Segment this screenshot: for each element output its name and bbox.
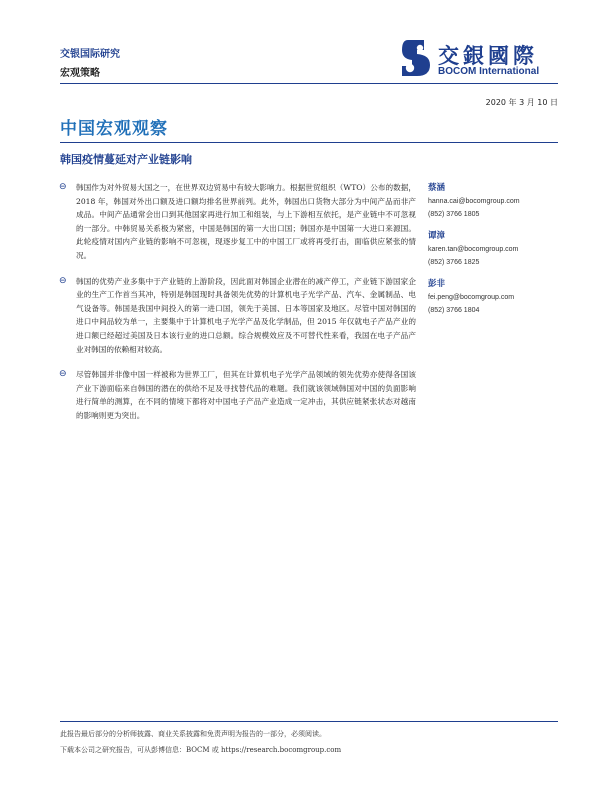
report-subtitle: 韩国疫情蔓延对产业链影响 (60, 153, 192, 166)
analyst-phone: (852) 3766 1805 (428, 211, 480, 218)
body-paragraph (59, 181, 416, 263)
footer-disclaimer: 此报告最后部分的分析师披露、商业关系披露和免责声明为报告的一部分，必须阅读。 (60, 730, 326, 738)
paragraph-text: 尽管韩国并非像中国一样被称为世界工厂，但其在计算机电子光学产品领域的领先优势亦使得各国该产业下游面临来自韩国的潜在的供给不足及寻找替代品的难题。我们就该领域韩国对中国的负面影响进行简单的测算，在不同的情境下都将对中国电子产品产业造成一定冲击，其供应链紧张状态对越南的影响则更为突出。 (76, 370, 416, 420)
report-category: 宏观策略 (60, 68, 100, 79)
header-divider (60, 83, 558, 84)
footer-download-info: 下载本公司之研究报告，可从彭博信息：BOCM 或 https://research.bocomgroup.com (60, 746, 342, 754)
body-paragraph (59, 275, 416, 357)
paragraph-text: 韩国作为对外贸易大国之一，在世界双边贸易中有较大影响力。根据世贸组织（WTO）公布的数据，2018 年，韩国对外出口额及进口额均排名世界前列。此外，韩国出口货物大部分为中间产品而非产成品。中间产品通常会出口到其他国家再进行加工和组装，与上下游相互依托，是产业链中不可忽视的一部分。中韩贸易关系极为紧密，中国是韩国的第一大出口国；韩国亦是中国第一大进口来源国。此轮疫情对国内产业链的影响不可忽视，现逐步复工中的中国工厂或将再受打击，面临供应紧张的情况。 (76, 183, 416, 260)
report-date: 2020 年 3 月 10 日 (485, 98, 558, 107)
report-title: 中国宏观观察 (60, 119, 168, 139)
analyst-email[interactable]: fei.peng@bocomgroup.com (428, 294, 515, 301)
analyst-email[interactable]: karen.tan@bocomgroup.com (428, 246, 519, 253)
company-logo (398, 38, 558, 82)
bocom-logo-icon (398, 38, 434, 78)
title-divider (60, 142, 558, 143)
analyst-name: 谭漳 (428, 231, 446, 241)
analyst-contact (428, 230, 558, 269)
body-paragraph (59, 368, 416, 422)
analyst-contact (428, 182, 558, 221)
analyst-contacts (428, 182, 558, 326)
circle-minus-icon: ⊖ (59, 369, 67, 380)
analyst-email[interactable]: hanna.cai@bocomgroup.com (428, 198, 520, 205)
report-body (59, 181, 416, 435)
logo-english-text: BOCOM International (438, 66, 540, 77)
circle-minus-icon: ⊖ (59, 182, 67, 192)
org-name: 交银国际研究 (60, 49, 120, 60)
analyst-phone: (852) 3766 1825 (428, 259, 480, 266)
logo-chinese-text: 交銀國際 (438, 43, 538, 68)
paragraph-text: 韩国的优势产业多集中于产业链的上游阶段，因此面对韩国企业潜在的减产停工，产业链下游国家企业的生产工作首当其冲，特别是韩国现时具备领先优势的计算机电子光学产品、汽车、金属制品、电气设备等。韩国是我国中间投入的第一进口国，领先于美国、日本等国家及地区。尽管中国对韩国的进口中间品较为单一，主要集中于计算机电子光学产品及化学制品，但 2015 年仅就电子产品产业的进口额已经超过美国及日本该行业的进口总额。综合规模效应及不可替代性来看，我国在电子产品产业对韩国的依赖相对较高。 (76, 276, 416, 354)
circle-minus-icon: ⊖ (59, 275, 67, 286)
analyst-name: 蔡涵 (428, 183, 446, 193)
footer-divider (60, 721, 558, 722)
analyst-phone: (852) 3766 1804 (428, 307, 480, 314)
analyst-name: 彭非 (428, 279, 446, 289)
analyst-contact (428, 278, 558, 317)
